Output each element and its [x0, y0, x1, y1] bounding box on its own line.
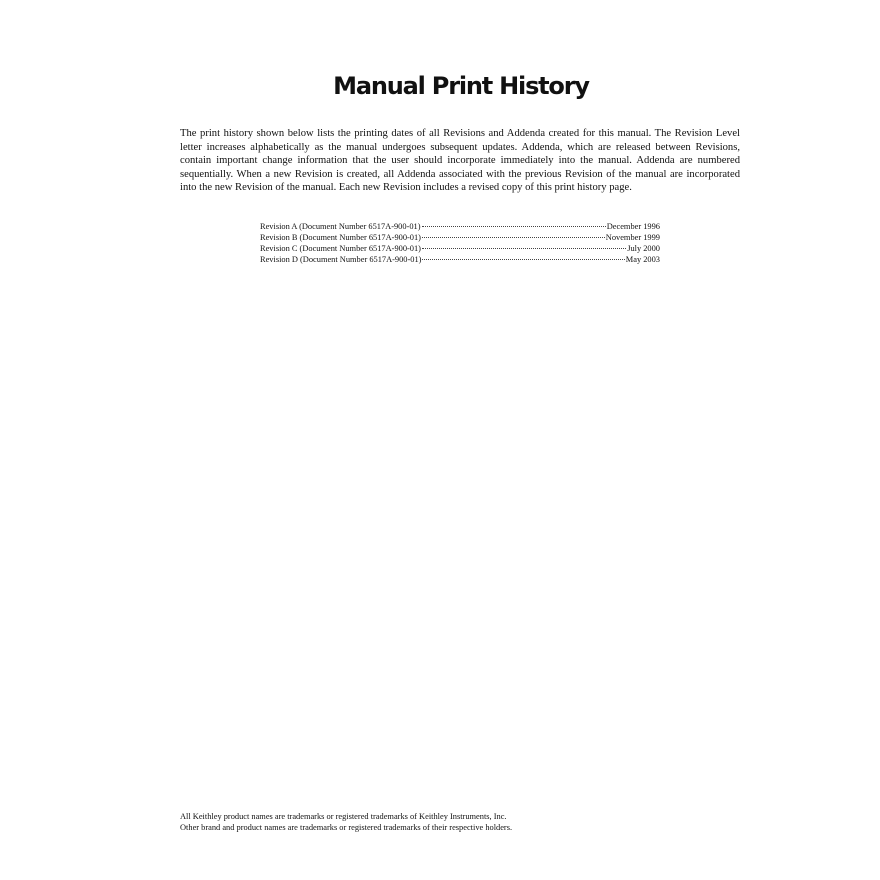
revision-label: Revision C (Document Number 6517A-900-01)	[260, 243, 421, 253]
revision-date: May 2003	[625, 254, 660, 264]
revision-date: November 1999	[605, 232, 660, 242]
revision-row	[260, 255, 660, 266]
trademark-footer	[180, 811, 740, 833]
revision-label: Revision D (Document Number 6517A-900-01)	[260, 254, 422, 264]
dot-leader	[422, 237, 605, 238]
trademark-line: Other brand and product names are trademarks or registered trademarks of their respective holders.	[180, 823, 513, 832]
revision-list	[260, 222, 660, 266]
dot-leader	[422, 248, 626, 249]
intro-paragraph: The print history shown below lists the printing dates of all Revisions and Addenda created for this manual. The Revision Level letter increases alphabetically as the manual undergoes subsequent updates. Addenda, which are released between Revisions, contain important change information that the user should incorporate immediately into the manual. Addenda are numbered sequentially. When a new Revision is created, all Addenda associated with the previous Revision of the manual are incorporated into the new Revision of the manual. Each new Revision includes a revised copy of this print history page.	[180, 128, 740, 194]
revision-row	[260, 222, 660, 233]
page-title: Manual Print History	[333, 72, 589, 100]
revision-label: Revision B (Document Number 6517A-900-01)	[260, 232, 421, 242]
revision-date: December 1996	[606, 222, 660, 231]
revision-date: July 2000	[627, 243, 660, 253]
dot-leader	[422, 259, 624, 260]
revision-label: Revision A (Document Number 6517A-900-01)	[260, 222, 421, 231]
dot-leader	[422, 226, 606, 227]
revision-row	[260, 233, 660, 244]
revision-row	[260, 244, 660, 255]
trademark-line: All Keithley product names are trademarks or registered trademarks of Keithley Instruments, Inc.	[180, 812, 507, 821]
